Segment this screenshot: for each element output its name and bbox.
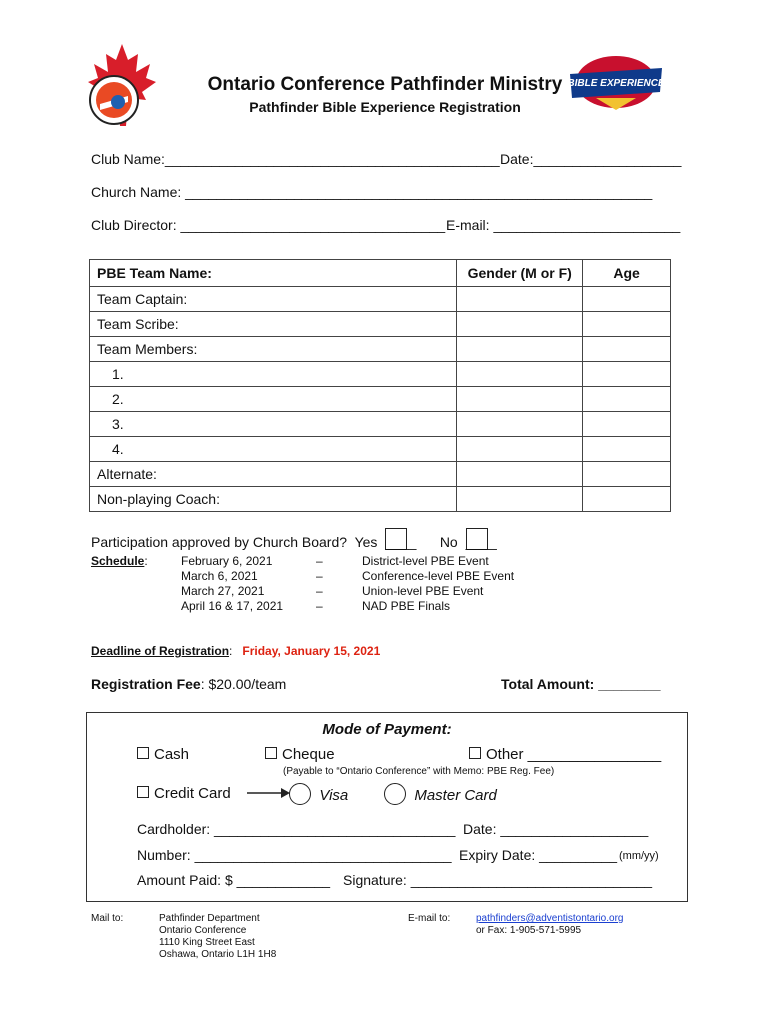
table-row [90, 387, 671, 412]
table-row [90, 462, 671, 487]
gender-cell[interactable] [457, 312, 583, 337]
schedule-dashes [316, 554, 323, 614]
fee-value: : $20.00/team [200, 676, 287, 692]
age-cell[interactable] [583, 462, 671, 487]
other-checkbox[interactable] [469, 747, 481, 759]
expiry-date-field[interactable]: Expiry Date: __________ [459, 847, 617, 863]
gender-cell[interactable] [457, 412, 583, 437]
gender-cell[interactable] [457, 437, 583, 462]
payment-title: Mode of Payment: [322, 721, 452, 738]
schedule-dash: – [316, 569, 323, 583]
no-label: No [439, 534, 458, 550]
table-header-row [90, 260, 671, 287]
page-subtitle: Pathfinder Bible Experience Registration [249, 99, 521, 115]
table-row [90, 362, 671, 387]
mail-to-label: Mail to: [91, 913, 124, 924]
yes-line: ____ [385, 534, 417, 550]
table-row [90, 487, 671, 512]
age-cell[interactable] [583, 287, 671, 312]
schedule-date: March 6, 2021 [181, 569, 258, 583]
amount-paid-field[interactable]: Amount Paid: $ ____________ [137, 872, 331, 888]
email-to-label: E-mail to: [408, 913, 451, 924]
table-row [90, 337, 671, 362]
address-line: Ontario Conference [159, 925, 247, 936]
schedule-dash: – [316, 599, 323, 613]
age-cell[interactable] [583, 487, 671, 512]
schedule-date: April 16 & 17, 2021 [181, 599, 284, 613]
age-cell[interactable] [583, 362, 671, 387]
address-line: Oshawa, Ontario L1H 1H8 [159, 949, 277, 960]
contact-info [476, 913, 623, 937]
date-field[interactable]: Date:___________________ [500, 151, 682, 167]
row-label: Team Members: [90, 337, 457, 362]
age-cell[interactable] [583, 312, 671, 337]
age-cell [583, 337, 671, 362]
schedule-dash: – [316, 554, 323, 568]
schedule-dash: – [316, 584, 323, 598]
visa-radio[interactable] [289, 783, 311, 805]
arrow-right-icon [247, 787, 291, 799]
other-option[interactable]: Other ________________ [469, 746, 661, 763]
club-director-field[interactable]: Club Director: __________________________________ [91, 217, 446, 233]
total-amount-field[interactable]: Total Amount: ________ [501, 676, 661, 692]
table-row [90, 312, 671, 337]
expiry-format: (mm/yy) [619, 850, 659, 862]
team-name-header[interactable]: PBE Team Name: [90, 260, 457, 287]
schedule-date: March 27, 2021 [181, 584, 265, 598]
credit-card-option[interactable]: Credit Card [137, 785, 231, 802]
page-title: Ontario Conference Pathfinder Ministry [207, 74, 563, 95]
row-label[interactable]: 1. [90, 362, 457, 387]
row-label[interactable]: 4. [90, 437, 457, 462]
cardholder-field[interactable]: Cardholder: _______________________________ [137, 821, 456, 837]
deadline-value: Friday, January 15, 2021 [242, 644, 381, 658]
cash-checkbox[interactable] [137, 747, 149, 759]
schedule-event: Conference-level PBE Event [362, 569, 515, 583]
table-row [90, 412, 671, 437]
deadline-row: Deadline of Registration: Friday, January 15, 2021 [91, 644, 381, 658]
cash-option[interactable]: Cash [137, 746, 189, 763]
card-number-field[interactable]: Number: _________________________________ [137, 847, 452, 863]
gender-header: Gender (M or F) [457, 260, 583, 287]
payable-note: (Payable to “Ontario Conference” with Memo: PBE Reg. Fee) [283, 766, 555, 777]
gender-cell[interactable] [457, 287, 583, 312]
row-label[interactable]: Team Scribe: [90, 312, 457, 337]
address-line: 1110 King Street East [159, 937, 255, 948]
age-header: Age [583, 260, 671, 287]
schedule-dates [181, 554, 283, 614]
row-label[interactable]: 2. [90, 387, 457, 412]
table-row [90, 287, 671, 312]
schedule-event: District-level PBE Event [362, 554, 489, 568]
mastercard-option[interactable]: Master Card [384, 783, 497, 805]
approval-question: Participation approved by Church Board? [91, 534, 348, 550]
table-row [90, 437, 671, 462]
payment-box [86, 712, 688, 902]
cheque-checkbox[interactable] [265, 747, 277, 759]
schedule-label: Schedule: [91, 554, 148, 568]
credit-card-checkbox[interactable] [137, 786, 149, 798]
team-table [89, 259, 671, 512]
yes-label: Yes [354, 534, 378, 550]
schedule-event: Union-level PBE Event [362, 584, 484, 598]
visa-option[interactable]: Visa [289, 783, 348, 805]
row-label[interactable]: Team Captain: [90, 287, 457, 312]
email-field[interactable]: E-mail: ________________________ [446, 217, 681, 233]
gender-cell[interactable] [457, 487, 583, 512]
gender-cell [457, 337, 583, 362]
fee-row [91, 676, 286, 692]
schedule-event: NAD PBE Finals [362, 599, 451, 613]
row-label[interactable]: Alternate: [90, 462, 457, 487]
cheque-option[interactable]: Cheque [265, 746, 335, 763]
age-cell[interactable] [583, 437, 671, 462]
email-link[interactable]: pathfinders@adventistontario.org [476, 913, 624, 924]
church-name-field[interactable]: Church Name: ____________________________________________________________ [91, 184, 653, 200]
approval-row [91, 528, 497, 550]
deadline-label: Deadline of Registration [91, 644, 230, 658]
schedule-events [362, 554, 514, 614]
row-label[interactable]: Non-playing Coach: [90, 487, 457, 512]
mailing-address [159, 913, 276, 961]
fee-label: Registration Fee [91, 676, 201, 692]
gender-cell[interactable] [457, 387, 583, 412]
club-name-field[interactable]: Club Name:___________________________________________ [91, 151, 500, 167]
address-line: Pathfinder Department [159, 913, 260, 924]
schedule-date: February 6, 2021 [181, 554, 273, 568]
row-label[interactable]: 3. [90, 412, 457, 437]
signature-field[interactable]: Signature: _______________________________ [343, 872, 653, 888]
age-cell[interactable] [583, 387, 671, 412]
gender-cell[interactable] [457, 462, 583, 487]
age-cell[interactable] [583, 412, 671, 437]
card-date-field[interactable]: Date: ___________________ [463, 821, 649, 837]
bible-experience-logo-text: BIBLE EXPERIENCE [567, 78, 665, 89]
mastercard-radio[interactable] [384, 783, 406, 805]
no-line: ____ [465, 534, 497, 550]
gender-cell[interactable] [457, 362, 583, 387]
fax-number: or Fax: 1-905-571-5995 [476, 925, 582, 936]
